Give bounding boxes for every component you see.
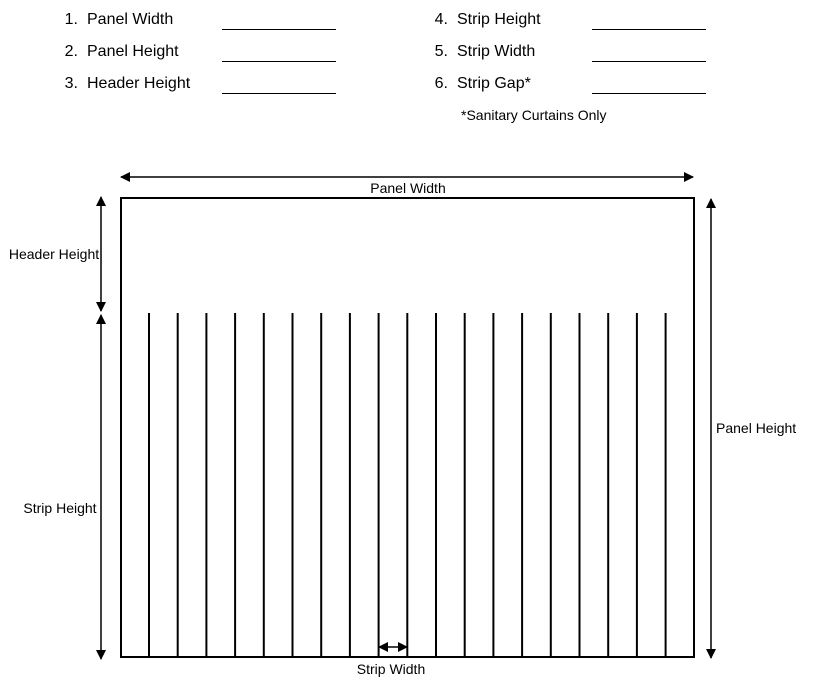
panel-height-label: Panel Height [716,420,797,436]
item-number: 4. [434,11,448,28]
item-label: Strip Height [457,11,541,28]
panel-width-label: Panel Width [370,180,446,196]
item-label: Strip Width [457,43,536,60]
strip-width-label: Strip Width [356,661,426,677]
item-number: 2. [64,43,78,60]
item-number: 5. [434,43,448,60]
strip-height-label: Strip Height [23,500,97,516]
item-number: 6. [434,75,448,92]
item-label: Header Height [87,75,191,92]
item-label: Strip Gap* [457,75,531,92]
strip-group [149,313,666,656]
item-number: 1. [64,11,78,28]
footnote: *Sanitary Curtains Only [461,107,607,123]
header-height-label: Header Height [8,246,100,262]
item-label: Panel Width [87,11,174,28]
item-number: 3. [64,75,78,92]
item-label: Panel Height [87,43,179,60]
